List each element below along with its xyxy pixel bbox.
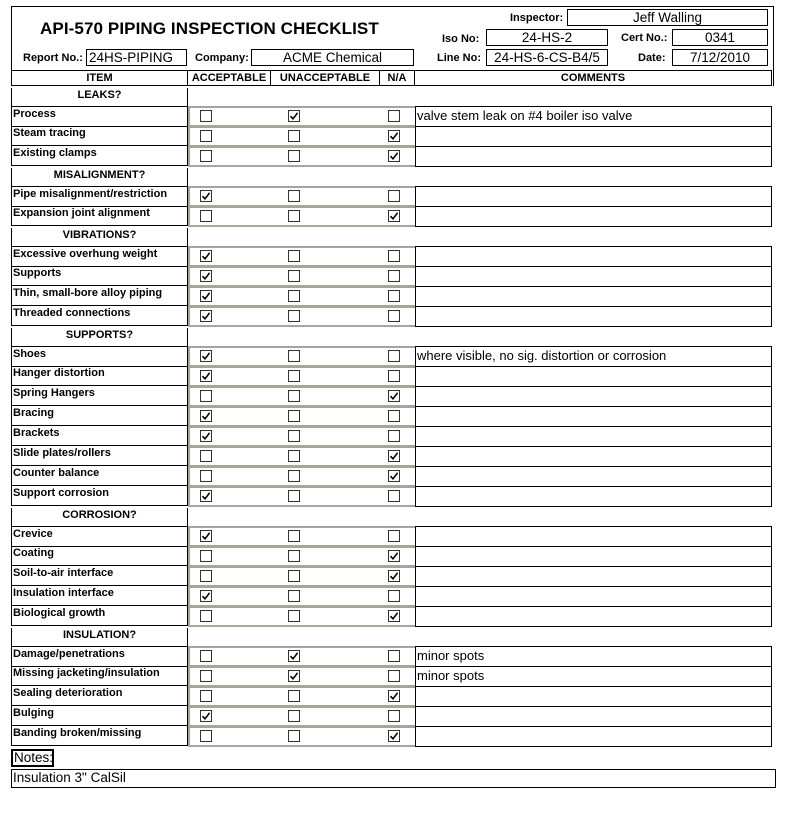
comment-field[interactable] <box>415 706 772 727</box>
inspector-field[interactable]: Jeff Walling <box>567 9 768 26</box>
checkbox-group <box>188 586 415 607</box>
checkbox-unacceptable[interactable] <box>288 670 300 682</box>
checkbox-unacceptable[interactable] <box>288 290 300 302</box>
checkbox-acceptable[interactable] <box>200 370 212 382</box>
checkbox-unacceptable[interactable] <box>288 530 300 542</box>
item-label: Damage/penetrations <box>11 646 188 667</box>
item-label: Biological growth <box>11 606 188 626</box>
checkbox-acceptable[interactable] <box>200 390 212 402</box>
comment-field[interactable] <box>415 586 772 607</box>
checkbox-unacceptable[interactable] <box>288 470 300 482</box>
checkmark-icon <box>201 491 211 501</box>
checkmark-icon <box>201 431 211 441</box>
checkbox-na[interactable] <box>388 310 400 322</box>
item-label: Brackets <box>11 426 188 446</box>
checkbox-unacceptable[interactable] <box>288 410 300 422</box>
checkmark-icon <box>201 291 211 301</box>
checkbox-group <box>188 726 415 747</box>
checkbox-na[interactable] <box>388 350 400 362</box>
item-label: Sealing deterioration <box>11 686 188 706</box>
checkbox-na[interactable] <box>388 610 400 622</box>
checkbox-na[interactable] <box>388 490 400 502</box>
checkbox-unacceptable[interactable] <box>288 590 300 602</box>
comment-field[interactable] <box>415 486 772 507</box>
column-header-acceptable: ACCEPTABLE <box>188 70 271 86</box>
comment-field[interactable] <box>415 466 772 487</box>
checkbox-group <box>188 386 415 407</box>
report-no-label: Report No.: <box>23 52 83 64</box>
line-no-label: Line No: <box>437 52 481 64</box>
comment-field[interactable]: minor spots <box>415 646 772 667</box>
checkbox-na[interactable] <box>388 530 400 542</box>
checkmark-icon <box>389 151 399 161</box>
checkbox-na[interactable] <box>388 150 400 162</box>
item-label: Bracing <box>11 406 188 426</box>
checkbox-na[interactable] <box>388 130 400 142</box>
checkbox-unacceptable[interactable] <box>288 250 300 262</box>
checkbox-unacceptable[interactable] <box>288 370 300 382</box>
checkbox-unacceptable[interactable] <box>288 390 300 402</box>
checkbox-acceptable[interactable] <box>200 690 212 702</box>
checkbox-acceptable[interactable] <box>200 430 212 442</box>
checkbox-na[interactable] <box>388 250 400 262</box>
checkbox-na[interactable] <box>388 470 400 482</box>
item-label: Bulging <box>11 706 188 726</box>
section-header: VIBRATIONS? <box>11 228 188 248</box>
checkbox-na[interactable] <box>388 650 400 662</box>
item-label: Thin, small-bore alloy piping <box>11 286 188 306</box>
checkbox-acceptable[interactable] <box>200 670 212 682</box>
checkmark-icon <box>289 671 299 681</box>
checkbox-acceptable[interactable] <box>200 110 212 122</box>
date-label: Date: <box>638 52 666 64</box>
checkbox-unacceptable[interactable] <box>288 210 300 222</box>
section-header: MISALIGNMENT? <box>11 168 188 188</box>
comment-field[interactable] <box>415 146 772 167</box>
checkbox-acceptable[interactable] <box>200 270 212 282</box>
checkbox-group <box>188 246 415 267</box>
item-label: Insulation interface <box>11 586 188 606</box>
comment-field[interactable] <box>415 306 772 327</box>
checkbox-unacceptable[interactable] <box>288 270 300 282</box>
item-label: Banding broken/missing <box>11 726 188 746</box>
checkmark-icon <box>389 571 399 581</box>
comment-field[interactable] <box>415 206 772 227</box>
checkbox-unacceptable[interactable] <box>288 550 300 562</box>
checkbox-acceptable[interactable] <box>200 590 212 602</box>
checkbox-unacceptable[interactable] <box>288 190 300 202</box>
checkbox-acceptable[interactable] <box>200 290 212 302</box>
checkmark-icon <box>201 531 211 541</box>
checkbox-acceptable[interactable] <box>200 530 212 542</box>
checkbox-unacceptable[interactable] <box>288 110 300 122</box>
checkbox-acceptable[interactable] <box>200 610 212 622</box>
checkbox-group <box>188 206 415 227</box>
notes-field[interactable]: Insulation 3" CalSil <box>11 769 776 788</box>
checkbox-na[interactable] <box>388 270 400 282</box>
checkbox-group <box>188 446 415 467</box>
checkmark-icon <box>389 131 399 141</box>
comment-field[interactable] <box>415 406 772 427</box>
checkbox-group <box>188 106 415 127</box>
company-label: Company: <box>195 52 249 64</box>
comment-field[interactable]: valve stem leak on #4 boiler iso valve <box>415 106 772 127</box>
checkmark-icon <box>289 651 299 661</box>
checkbox-unacceptable[interactable] <box>288 490 300 502</box>
comment-field[interactable] <box>415 686 772 707</box>
checkmark-icon <box>389 211 399 221</box>
comment-field[interactable] <box>415 446 772 467</box>
report-no-field[interactable]: 24HS-PIPING <box>86 49 187 66</box>
comment-field[interactable]: minor spots <box>415 666 772 687</box>
checkbox-na[interactable] <box>388 450 400 462</box>
item-label: Shoes <box>11 346 188 367</box>
checkmark-icon <box>389 391 399 401</box>
checkbox-na[interactable] <box>388 690 400 702</box>
checkmark-icon <box>201 711 211 721</box>
checkbox-acceptable[interactable] <box>200 650 212 662</box>
checkbox-group <box>188 686 415 707</box>
checkbox-na[interactable] <box>388 190 400 202</box>
comment-field[interactable] <box>415 266 772 287</box>
item-label: Excessive overhung weight <box>11 246 188 267</box>
comment-field[interactable] <box>415 126 772 147</box>
comment-field[interactable]: where visible, no sig. distortion or corrosion <box>415 346 772 367</box>
iso-no-field[interactable]: 24-HS-2 <box>486 29 608 46</box>
checkbox-acceptable[interactable] <box>200 130 212 142</box>
checkbox-acceptable[interactable] <box>200 350 212 362</box>
checkbox-acceptable[interactable] <box>200 250 212 262</box>
comment-field[interactable] <box>415 366 772 387</box>
checkmark-icon <box>201 191 211 201</box>
checkmark-icon <box>389 551 399 561</box>
item-label: Crevice <box>11 526 188 547</box>
checkbox-group <box>188 706 415 727</box>
checkbox-group <box>188 346 415 367</box>
checkbox-acceptable[interactable] <box>200 730 212 742</box>
checkmark-icon <box>389 451 399 461</box>
section-header: SUPPORTS? <box>11 328 188 348</box>
checkbox-na[interactable] <box>388 430 400 442</box>
checkbox-group <box>188 366 415 387</box>
checkbox-na[interactable] <box>388 550 400 562</box>
checkbox-group <box>188 526 415 547</box>
checkmark-icon <box>389 731 399 741</box>
checkmark-icon <box>389 611 399 621</box>
checkbox-na[interactable] <box>388 670 400 682</box>
comment-field[interactable] <box>415 546 772 567</box>
checkbox-group <box>188 666 415 687</box>
checkbox-acceptable[interactable] <box>200 490 212 502</box>
checkbox-group <box>188 126 415 147</box>
comment-field[interactable] <box>415 386 772 407</box>
checkbox-unacceptable[interactable] <box>288 610 300 622</box>
item-label: Threaded connections <box>11 306 188 326</box>
form-title: API-570 PIPING INSPECTION CHECKLIST <box>40 19 379 38</box>
checkbox-na[interactable] <box>388 570 400 582</box>
comment-field[interactable] <box>415 606 772 627</box>
checkbox-acceptable[interactable] <box>200 190 212 202</box>
comment-field[interactable] <box>415 726 772 747</box>
cert-no-field[interactable]: 0341 <box>672 29 768 46</box>
comment-field[interactable] <box>415 246 772 267</box>
checkbox-acceptable[interactable] <box>200 210 212 222</box>
cert-no-label: Cert No.: <box>621 32 668 44</box>
checkbox-acceptable[interactable] <box>200 310 212 322</box>
item-label: Process <box>11 106 188 127</box>
item-label: Expansion joint alignment <box>11 206 188 226</box>
checkmark-icon <box>201 591 211 601</box>
checkbox-na[interactable] <box>388 710 400 722</box>
checkbox-group <box>188 306 415 327</box>
item-label: Hanger distortion <box>11 366 188 386</box>
section-header: INSULATION? <box>11 628 188 648</box>
comment-field[interactable] <box>415 186 772 207</box>
comment-field[interactable] <box>415 426 772 447</box>
checkbox-group <box>188 426 415 447</box>
item-label: Counter balance <box>11 466 188 486</box>
iso-no-label: Iso No: <box>442 33 480 45</box>
checkmark-icon <box>389 471 399 481</box>
comment-field[interactable] <box>415 526 772 547</box>
item-label: Coating <box>11 546 188 566</box>
checkbox-group <box>188 146 415 167</box>
item-label: Spring Hangers <box>11 386 188 406</box>
checkbox-unacceptable[interactable] <box>288 450 300 462</box>
checkbox-acceptable[interactable] <box>200 470 212 482</box>
checkmark-icon <box>201 311 211 321</box>
checkmark-icon <box>201 271 211 281</box>
checkbox-na[interactable] <box>388 390 400 402</box>
checkbox-group <box>188 406 415 427</box>
company-field[interactable]: ACME Chemical <box>251 49 414 66</box>
checkmark-icon <box>201 251 211 261</box>
checkbox-group <box>188 186 415 207</box>
checkbox-unacceptable[interactable] <box>288 430 300 442</box>
item-label: Pipe misalignment/restriction <box>11 186 188 207</box>
checkbox-unacceptable[interactable] <box>288 310 300 322</box>
checkbox-group <box>188 606 415 627</box>
column-header-unacceptable: UNACCEPTABLE <box>271 70 380 86</box>
item-label: Soil-to-air interface <box>11 566 188 586</box>
section-header: CORROSION? <box>11 508 188 528</box>
checkbox-na[interactable] <box>388 210 400 222</box>
checkbox-unacceptable[interactable] <box>288 710 300 722</box>
checkbox-unacceptable[interactable] <box>288 690 300 702</box>
checkbox-unacceptable[interactable] <box>288 130 300 142</box>
checkbox-na[interactable] <box>388 590 400 602</box>
checkmark-icon <box>201 411 211 421</box>
checkbox-group <box>188 266 415 287</box>
line-no-field[interactable]: 24-HS-6-CS-B4/5 <box>486 49 608 66</box>
inspector-label: Inspector: <box>510 12 564 24</box>
checkbox-acceptable[interactable] <box>200 410 212 422</box>
column-header-na: N/A <box>380 70 415 86</box>
item-label: Steam tracing <box>11 126 188 146</box>
checkbox-na[interactable] <box>388 410 400 422</box>
checkbox-group <box>188 286 415 307</box>
comment-field[interactable] <box>415 286 772 307</box>
item-label: Existing clamps <box>11 146 188 166</box>
checkbox-group <box>188 466 415 487</box>
column-header-comments: COMMENTS <box>415 70 772 86</box>
checkbox-unacceptable[interactable] <box>288 650 300 662</box>
item-label: Missing jacketing/insulation <box>11 666 188 686</box>
checkmark-icon <box>201 371 211 381</box>
checkmark-icon <box>201 351 211 361</box>
column-header-item: ITEM <box>11 70 188 86</box>
checkbox-na[interactable] <box>388 290 400 302</box>
date-field[interactable]: 7/12/2010 <box>672 49 768 66</box>
checkbox-na[interactable] <box>388 110 400 122</box>
checkmark-icon <box>289 111 299 121</box>
item-label: Slide plates/rollers <box>11 446 188 466</box>
item-label: Support corrosion <box>11 486 188 506</box>
checkbox-na[interactable] <box>388 730 400 742</box>
checkbox-group <box>188 546 415 567</box>
checkbox-acceptable[interactable] <box>200 150 212 162</box>
checkbox-acceptable[interactable] <box>200 550 212 562</box>
checkbox-unacceptable[interactable] <box>288 150 300 162</box>
item-label: Supports <box>11 266 188 286</box>
checkbox-acceptable[interactable] <box>200 450 212 462</box>
checkbox-group <box>188 566 415 587</box>
checkbox-unacceptable[interactable] <box>288 570 300 582</box>
notes-label: Notes: <box>11 749 54 767</box>
comment-field[interactable] <box>415 566 772 587</box>
checkbox-unacceptable[interactable] <box>288 730 300 742</box>
checkbox-acceptable[interactable] <box>200 570 212 582</box>
checkmark-icon <box>389 691 399 701</box>
checkbox-unacceptable[interactable] <box>288 350 300 362</box>
checkbox-na[interactable] <box>388 370 400 382</box>
section-header: LEAKS? <box>11 88 188 108</box>
checkbox-group <box>188 646 415 667</box>
checkbox-group <box>188 486 415 507</box>
checkbox-acceptable[interactable] <box>200 710 212 722</box>
